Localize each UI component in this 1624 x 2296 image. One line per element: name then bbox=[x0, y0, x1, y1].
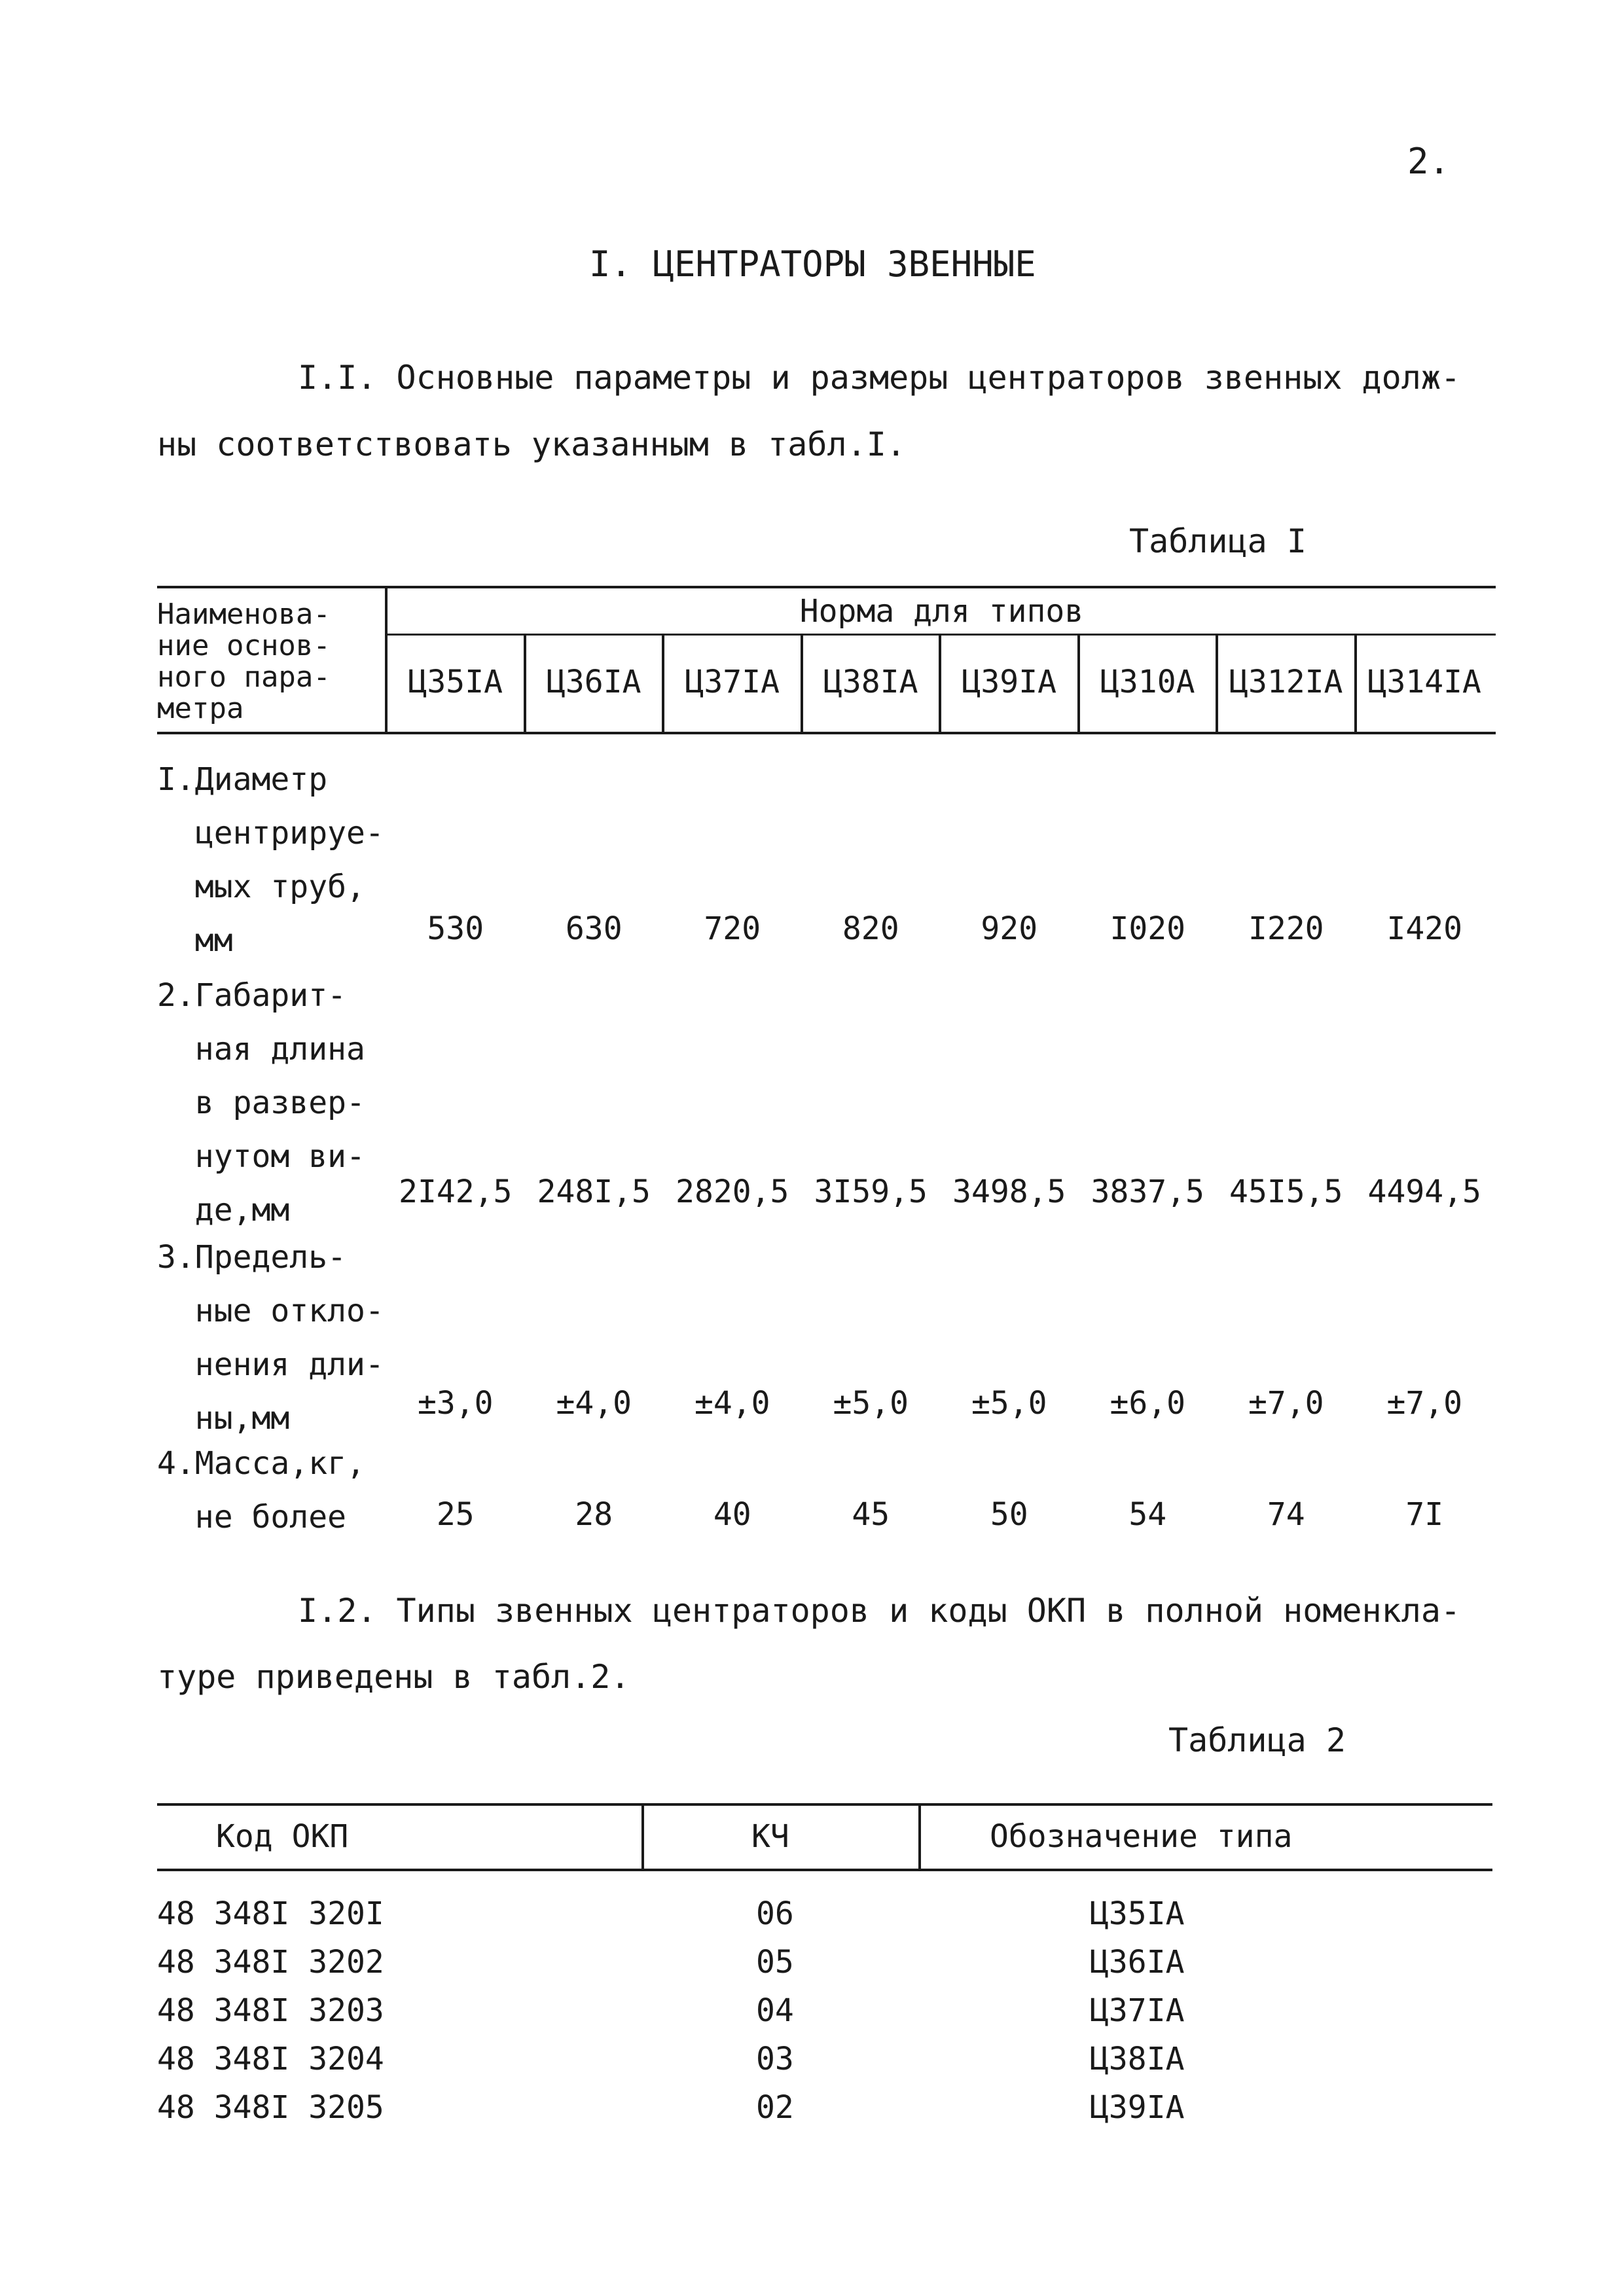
table-1-value: 630 bbox=[565, 910, 623, 947]
table-2-header-okp: Код ОКП bbox=[216, 1818, 349, 1855]
table-1-type-divider bbox=[1354, 635, 1357, 733]
table-2-kch: 02 bbox=[756, 2089, 794, 2126]
table-1-value: 54 bbox=[1128, 1496, 1167, 1533]
table-1-type-header: Ц310А bbox=[1100, 664, 1195, 700]
table-1-group-header: Норма для типов bbox=[799, 593, 1084, 630]
table-1-value: ±4,0 bbox=[556, 1385, 632, 1422]
table-1-value: 28 bbox=[575, 1496, 613, 1533]
table-2-kch: 03 bbox=[756, 2041, 794, 2077]
table-2-caption: Таблица 2 bbox=[1168, 1721, 1346, 1759]
paragraph-1-1-line-2: ны соответствовать указанным в табл.I. bbox=[157, 425, 906, 463]
table-1-value: ±4,0 bbox=[694, 1385, 770, 1422]
table-1-value: 25 bbox=[436, 1496, 475, 1533]
table-2-okp-code: 48 348I 3205 bbox=[157, 2089, 384, 2126]
table-2-okp-code: 48 348I 320I bbox=[157, 1895, 384, 1932]
table-2-type: Ц37IА bbox=[1090, 1992, 1185, 2029]
table-1-value: ±7,0 bbox=[1386, 1385, 1463, 1422]
table-1-value: ±7,0 bbox=[1248, 1385, 1324, 1422]
table-1-group-rule bbox=[388, 634, 1496, 636]
table-1-value: 50 bbox=[990, 1496, 1028, 1533]
table-1-value: 74 bbox=[1267, 1496, 1305, 1533]
table-2-header-kch: КЧ bbox=[751, 1818, 789, 1855]
paragraph-1-2-line-1: I.2. Типы звенных центраторов и коды ОКП в полной номенкла- bbox=[298, 1592, 1461, 1630]
table-1-type-header: Ц39IА bbox=[962, 664, 1056, 700]
table-1-row-label: 2.Габарит- ная длина в развер- нутом ви- де,мм bbox=[157, 977, 365, 1229]
table-1-value: ±3,0 bbox=[417, 1385, 494, 1422]
table-2-header-type: Обозначение типа bbox=[990, 1818, 1293, 1855]
table-1-type-divider bbox=[939, 635, 941, 733]
table-1-type-header: Ц312IА bbox=[1229, 664, 1343, 700]
paragraph-1-1-line-1: I.I. Основные параметры и размеры центраторов звенных долж- bbox=[298, 359, 1461, 397]
table-1-value: 45 bbox=[852, 1496, 890, 1533]
table-2-header-rule bbox=[157, 1869, 1492, 1871]
table-2-type: Ц35IА bbox=[1090, 1895, 1185, 1932]
table-1-type-divider bbox=[524, 635, 526, 733]
table-1-type-header: Ц38IА bbox=[823, 664, 918, 700]
table-1-type-header: Ц35IА bbox=[408, 664, 503, 700]
table-1-value: 3837,5 bbox=[1091, 1174, 1204, 1210]
table-1-value: 920 bbox=[981, 910, 1038, 947]
table-1-value: 248I,5 bbox=[537, 1174, 651, 1210]
table-1-type-divider bbox=[1077, 635, 1080, 733]
section-title: I. ЦЕНТРАТОРЫ ЗВЕННЫЕ bbox=[589, 243, 1036, 285]
table-2-okp-code: 48 348I 3204 bbox=[157, 2041, 384, 2077]
table-1-value: 820 bbox=[842, 910, 899, 947]
table-1-value: 3I59,5 bbox=[814, 1174, 928, 1210]
table-1-type-header: Ц37IА bbox=[685, 664, 780, 700]
table-2-okp-code: 48 348I 3203 bbox=[157, 1992, 384, 2029]
page-number: 2. bbox=[1407, 141, 1451, 182]
table-1-value: ±5,0 bbox=[971, 1385, 1047, 1422]
table-2-top-rule bbox=[157, 1803, 1492, 1806]
table-2-kch: 04 bbox=[756, 1992, 794, 2029]
table-1-row-label: 3.Предель- ные откло- нения дли- ны,мм bbox=[157, 1239, 384, 1437]
table-1-type-header: Ц36IА bbox=[547, 664, 641, 700]
table-1-value: 2I42,5 bbox=[399, 1174, 513, 1210]
table-1-caption: Таблица I bbox=[1129, 522, 1307, 560]
paragraph-1-2-line-2: туре приведены в табл.2. bbox=[157, 1658, 630, 1696]
table-1-header-rule bbox=[157, 732, 1496, 734]
table-1-value: ±5,0 bbox=[833, 1385, 909, 1422]
table-1-value: ±6,0 bbox=[1110, 1385, 1186, 1422]
table-2-type: Ц39IА bbox=[1090, 2089, 1185, 2126]
table-1-value: 720 bbox=[704, 910, 761, 947]
table-1-value: 40 bbox=[713, 1496, 751, 1533]
table-2-okp-code: 48 348I 3202 bbox=[157, 1944, 384, 1981]
table-1-value: 530 bbox=[427, 910, 484, 947]
table-1-type-divider bbox=[1216, 635, 1218, 733]
table-2-kch: 05 bbox=[756, 1944, 794, 1981]
table-2-type: Ц38IА bbox=[1090, 2041, 1185, 2077]
table-1-value: 2820,5 bbox=[676, 1174, 789, 1210]
table-2-divider bbox=[918, 1805, 921, 1869]
table-1-value: 4494,5 bbox=[1367, 1174, 1481, 1210]
table-2-kch: 06 bbox=[756, 1895, 794, 1932]
table-1-value: I220 bbox=[1248, 910, 1324, 947]
table-1-param-header: Наименова- ние основ- ного пара- метра bbox=[157, 598, 331, 725]
table-1-row-label: I.Диаметр центрируе- мых труб, мм bbox=[157, 761, 384, 959]
table-1-type-divider bbox=[662, 635, 664, 733]
table-1-value: I420 bbox=[1386, 910, 1463, 947]
table-1-type-header: Ц314IА bbox=[1367, 664, 1481, 700]
table-1-value: 45I5,5 bbox=[1229, 1174, 1343, 1210]
table-1-value: 7I bbox=[1405, 1496, 1444, 1533]
table-2-type: Ц36IА bbox=[1090, 1944, 1185, 1981]
table-1-value: 3498,5 bbox=[952, 1174, 1066, 1210]
table-1-type-divider bbox=[801, 635, 803, 733]
table-1-row-label: 4.Масса,кг, не более bbox=[157, 1445, 365, 1535]
table-1-value: I020 bbox=[1110, 910, 1186, 947]
table-1-top-rule bbox=[157, 586, 1496, 588]
table-2-divider bbox=[641, 1805, 644, 1869]
